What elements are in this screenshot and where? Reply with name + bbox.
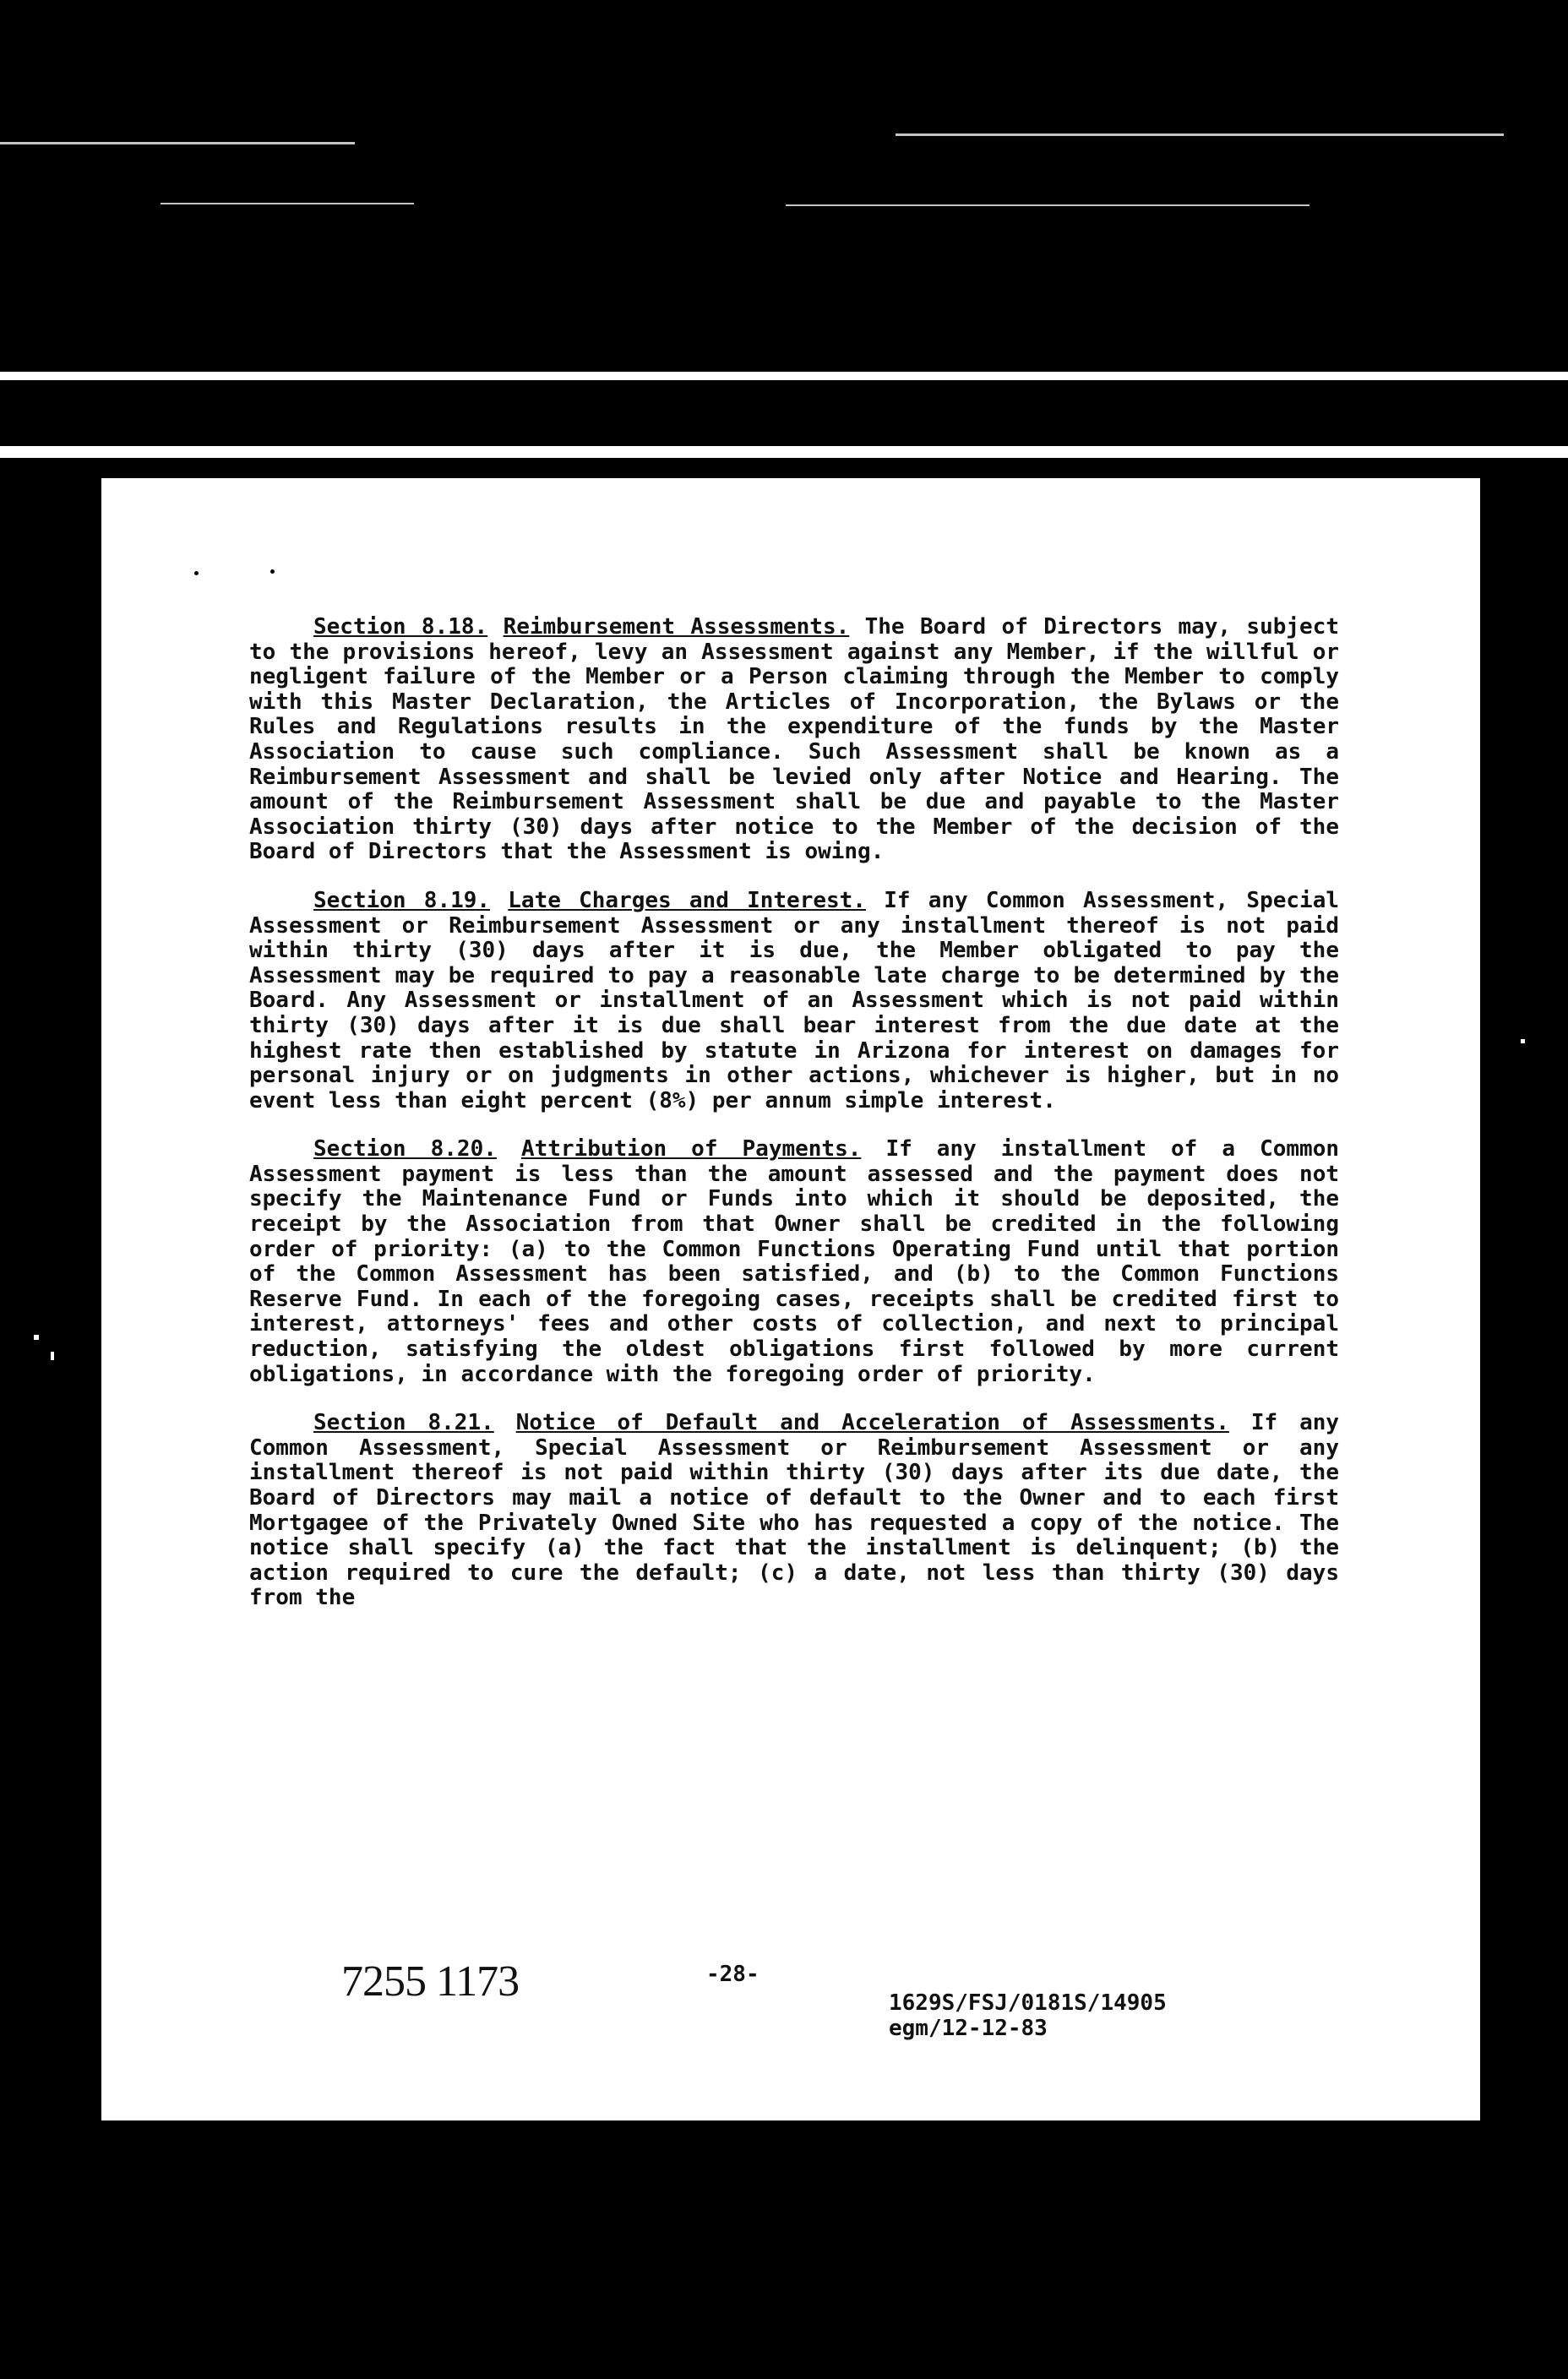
scan-streak (896, 133, 1504, 136)
edge-mark (1521, 1039, 1525, 1043)
section-8-20 (249, 1137, 1339, 1387)
section-text: The Board of Directors may, subject to the provisions hereof, levy an Assessment against any Member, if the willful or negligent failure of the Member or a Person claiming through the Member to comply with this Master Declaration, the Articles of Incorporation, the Bylaws or the Rules and Regulations results in the expenditure of the funds by the Master Association to cause such compliance. Such Assessment shall be known as a Reimbursement Assessment and shall be levied only after Notice and Hearing. The amount of the Reimbursement Assessment shall be due and payable to the Master Association thirty (30) days after notice to the Member of the decision of the Board of Directors that the Assessment is owing. (249, 614, 1339, 865)
scan-streak (786, 204, 1309, 206)
edge-mark (51, 1352, 54, 1360)
recording-stamp: 7255 1173 (341, 1957, 520, 2006)
scan-speck (270, 569, 275, 574)
section-number: Section 8.21. (313, 1410, 494, 1436)
section-number: Section 8.20. (313, 1136, 497, 1162)
scan-band (0, 446, 1568, 458)
section-text: If any installment of a Common Assessment payment is less than the amount assessed and the payment does not specify the Maintenance Fund or Funds into which it should be deposited, the receipt by the Association from that Owner shall be credited in the following order of priority: (a) to the Common Functions Operating Fund until that portion of the Common Assessment has been satisfied, and (b) to the Common Functions Reserve Fund. In each of the foregoing cases, receipts shall be credited first to interest, attorneys' fees and other costs of collection, and next to principal reduction, satisfying the oldest obligations first followed by more current obligations, in accordance with the foregoing order of priority. (249, 1136, 1339, 1387)
scan-band (0, 372, 1568, 380)
section-8-21 (249, 1411, 1339, 1611)
document-code: 1629S/FSJ/0181S/14905 (889, 1990, 1167, 2016)
scan-streak (0, 142, 355, 144)
page-number: -28- (706, 1962, 760, 1987)
document-reference (889, 1990, 1167, 2041)
edge-mark (34, 1335, 39, 1340)
section-number: Section 8.19. (313, 887, 491, 913)
section-title: Notice of Default and Acceleration of Assessments. (515, 1410, 1229, 1436)
section-title: Attribution of Payments. (520, 1136, 862, 1162)
section-title: Reimbursement Assessments. (503, 614, 850, 640)
scan-speck (194, 571, 199, 575)
section-title: Late Charges and Interest. (508, 887, 866, 913)
document-date: egm/12-12-83 (889, 2016, 1048, 2041)
section-8-18 (249, 615, 1339, 865)
section-text: If any Common Assessment, Special Assessment or Reimbursement Assessment or any installment thereof is not paid within thirty (30) days after its due date, the Board of Directors may mail a notice of default to the Owner and to each first Mortgagee of the Privately Owned Site who has requested a copy of the notice. The notice shall specify (a) the fact that the installment is delinquent; (b) the action required to cure the default; (c) a date, not less than thirty (30) days from the (249, 1410, 1340, 1611)
scan-streak (161, 203, 414, 204)
section-8-19 (249, 889, 1339, 1113)
section-number: Section 8.18. (313, 614, 488, 640)
document-body (249, 615, 1339, 1635)
section-text: If any Common Assessment, Special Assessment or Reimbursement Assessment or any installment thereof is not paid within thirty (30) days after it is due, the Member obligated to pay the Assessment may be required to pay a reasonable late charge to be determined by the Board. Any Assessment or installment of an Assessment which is not paid within thirty (30) days after it is due shall bear interest from the due date at the highest rate then established by statute in Arizona for interest on damages for personal injury or on judgments in other actions, whichever is higher, but in no event less than eight percent (8%) per annum simple interest. (249, 887, 1339, 1113)
